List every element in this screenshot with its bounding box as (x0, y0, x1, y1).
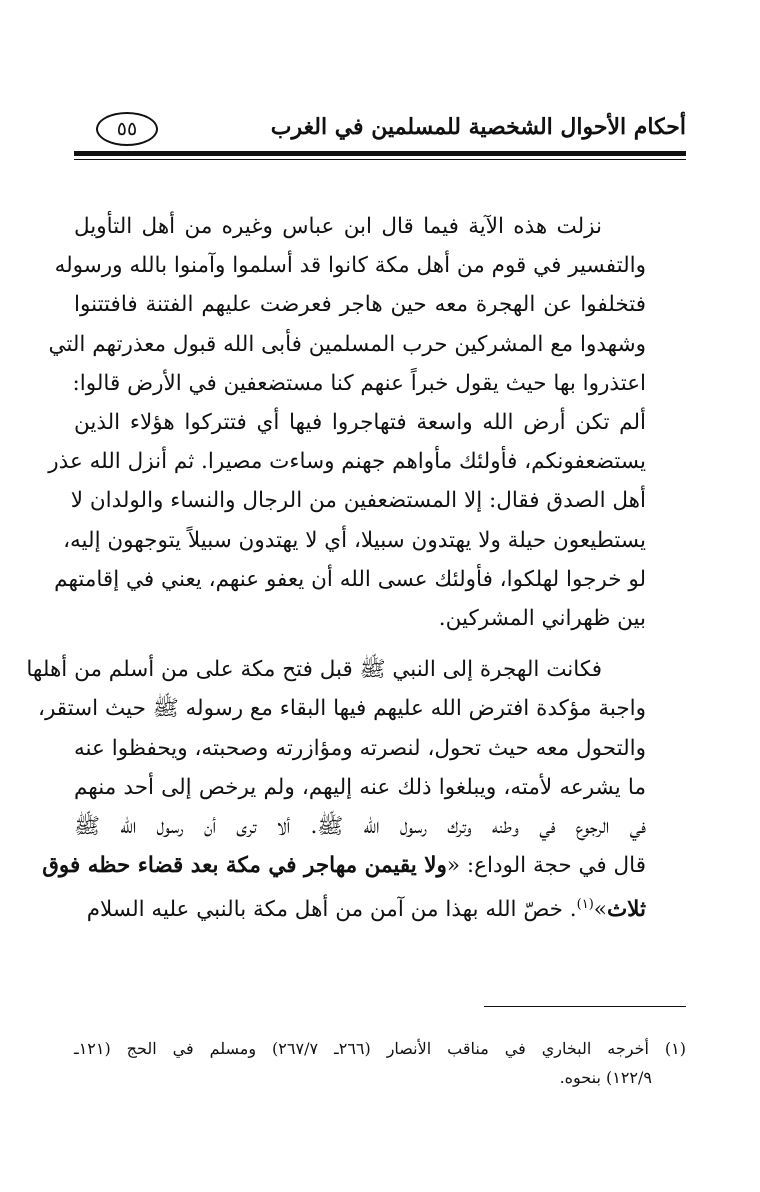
text-line (74, 885, 686, 929)
page-number-badge (96, 112, 158, 146)
footnote-separator (484, 1006, 686, 1007)
text-line: واجبة مؤكدة افترض الله عليهم فيها البقاء مع رسوله ﷺ حيث استقر، (38, 696, 646, 722)
page-number: ٥٥ (116, 118, 138, 140)
text-line: ألم تكن أرض الله واسعة فتهاجروا فيها أي فتتركوا هؤلاء الذين (74, 410, 646, 436)
text-line: فتخلفوا عن الهجرة معه حين هاجر فعرضت عليهم الفتنة فافتتنوا (74, 292, 646, 318)
paragraph-1 (48, 207, 686, 638)
text-line: لو خرجوا لهلكوا، فأولئك عسى الله أن يعفو عنهم، يعني في إقامتهم (54, 566, 646, 592)
text-line: والتفسير في قوم من أهل مكة كانوا قد أسلموا وآمنوا بالله ورسوله (54, 253, 646, 279)
text-line: بين ظهراني المشركين. (438, 606, 646, 632)
text-line (42, 846, 686, 885)
text-line: في الرجوع في وطنه وترك رسول الله ﷺ. ألا ترى أن رسول الله ﷺ (74, 814, 646, 840)
text-line: يستطيعون حيلة ولا يهتدون سبيلا، أي لا يهتدون سبيلاً يتوجهون إليه، (63, 527, 646, 553)
footnote-line: (١) أخرجه البخاري في مناقب الأنصار (٢٦٦ـ ٢٦٧/٧) ومسلم في الحج (١٢١ـ (74, 1039, 686, 1058)
footnote-line: ١٢٢/٩) بنحوه. (559, 1068, 652, 1087)
paragraph-2 (26, 650, 686, 930)
text-line: يستضعفونكم، فأولئك مأواهم جهنم وساءت مصيرا. ثم أنزل الله عذر (48, 449, 646, 475)
main-text (26, 207, 686, 930)
text-line: فكانت الهجرة إلى النبي ﷺ قبل فتح مكة على من أسلم من أهلها (26, 657, 602, 683)
text-line: أهل الصدق فقال: إلا المستضعفين من الرجال والنساء والولدان لا (70, 488, 646, 514)
footnote (74, 1034, 686, 1092)
text-continuation: . خصّ الله بهذا من آمن من أهل مكة بالنبي عليه السلام (86, 897, 577, 923)
header-rule-thin (74, 159, 686, 160)
text-line: وشهدوا مع المشركين حرب المسلمين فأبى الله قبول معذرتهم التي (48, 331, 646, 357)
text-line: نزلت هذه الآية فيما قال ابن عباس وغيره من أهل التأويل (74, 214, 602, 239)
hadith-quote: ولا يقيمن مهاجر في مكة بعد قضاء حظه فوق (42, 853, 447, 879)
hadith-quote-end: ثلاث (606, 897, 646, 923)
page-header (74, 108, 686, 152)
quote-close: » (593, 897, 607, 923)
running-title: أحكام الأحوال الشخصية للمسلمين في الغرب (270, 114, 686, 140)
text-line: اعتذروا بها حيث يقول خبراً عنهم كنا مستضعفين في الأرض قالوا: (72, 370, 646, 396)
hadith-intro: قال في حجة الوداع: « (446, 853, 646, 879)
text-line: والتحول معه حيث تحول، لنصرته ومؤازرته وصحبته، ويحفظوا عنه (74, 735, 646, 761)
footnote-marker: (١) (576, 897, 594, 913)
text-line: ما يشرعه لأمته، ويبلغوا ذلك عنه إليهم، ولم يرخص إلى أحد منهم (74, 774, 646, 800)
header-rule-thick (74, 151, 686, 156)
